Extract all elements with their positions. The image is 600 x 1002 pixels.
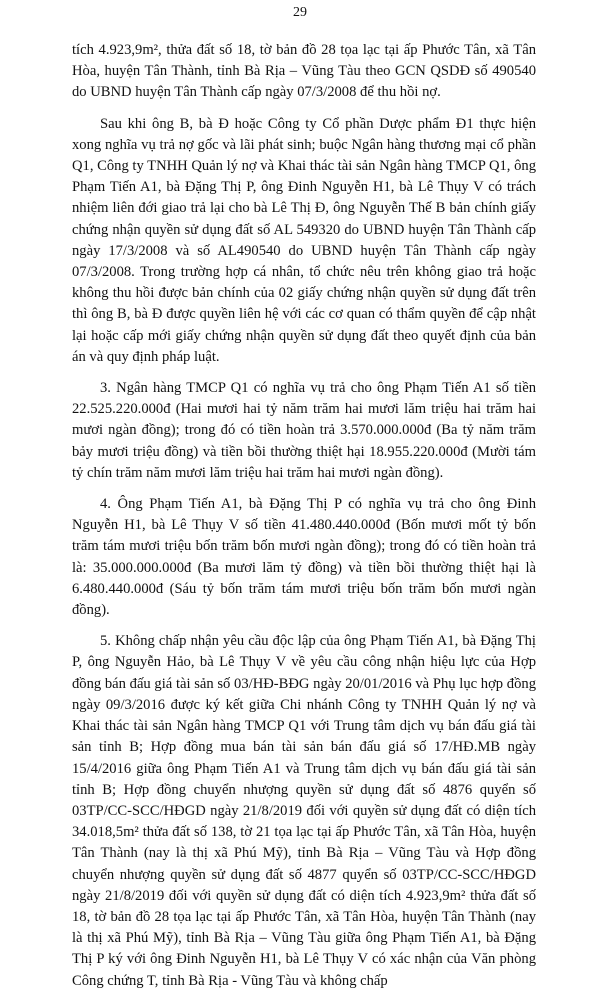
page-number: 29 [293,5,307,20]
document-body [72,40,536,1002]
paragraph-item-4: 4. Ông Phạm Tiến A1, bà Đặng Thị P có nghĩa vụ trả cho ông Đinh Nguyễn H1, bà Lê Thụy V số tiền 41.480.440.000đ (Bốn mươi mốt tỷ bốn trăm tám mươi triệu bốn trăm bốn mươi ngàn đồng); trong đó có tiền hoàn trả là: 35.000.000.000đ (Ba mươi lăm tỷ đồng) và tiền bồi thường thiệt hại là 6.480.440.000đ (Sáu tỷ bốn trăm tám mươi triệu bốn trăm bốn mươi ngàn đồng). [72,496,536,619]
paragraph-return-certificates: Sau khi ông B, bà Đ hoặc Công ty Cổ phần Dược phẩm Đ1 thực hiện xong nghĩa vụ trả nợ gốc và lãi phát sinh; buộc Ngân hàng thương mại cổ phần Q1, Công ty TNHH Quản lý nợ và Khai thác tài sản Ngân hàng TMCP Q1, ông Phạm Tiến A1, bà Đặng Thị P, ông Đinh Nguyễn H1, bà Lê Thụy V có trách nhiệm liên đới giao trả lại cho bà Lê Thị Đ, ông Nguyễn Thế B bản chính giấy chứng nhận quyền sử dụng đất số AL 549320 do UBND huyện Tân Thành cấp ngày 17/3/2008 và số AL490540 do UBND huyện Tân Thành cấp ngày 07/3/2008. Trong trường hợp cá nhân, tổ chức nêu trên không giao trả hoặc không thu hồi được bản chính của 02 giấy chứng nhận quyền sử dụng đất trên thì ông B, bà Đ được quyền liên hệ với các cơ quan có thẩm quyền để cập nhật lại hoặc cấp mới giấy chứng nhận quyền sử dụng đất theo quyết định của bản án và quy định pháp luật. [72,115,536,365]
paragraph-item-5: 5. Không chấp nhận yêu cầu độc lập của ông Phạm Tiến A1, bà Đặng Thị P, ông Nguyễn Hảo, bà Lê Thụy V về yêu cầu công nhận hiệu lực của Hợp đồng bán đấu giá tài sản số 03/HĐ-BĐG ngày 20/01/2016 và Phụ lục hợp đồng ngày 09/3/2016 được ký kết giữa Chi nhánh Công ty TNHH Quản lý nợ và Khai thác tài sản Ngân hàng TMCP Q1 với Trung tâm dịch vụ bán đấu giá tài sản tỉnh B; Hợp đồng mua bán tài sản bán đấu giá số 17/HĐ.MB ngày 15/4/2016 giữa ông Phạm Tiến A1 và Trung tâm dịch vụ bán đấu giá tài sản tỉnh B; Hợp đồng chuyển nhượng quyền sử dụng đất số 4876 quyển số 03TP/CC-SCC/HĐGD ngày 21/8/2019 đối với quyền sử dụng đất có diện tích 34.018,5m² thửa đất số 138, tờ 21 tọa lạc tại ấp Phước Tân, xã Tân Hòa, huyện Tân Thành (nay là thị xã Phú Mỹ), tỉnh Bà Rịa – Vũng Tàu và Hợp đồng chuyển nhượng quyền sử dụng đất số 4877 quyển số 03TP/CC-SCC/HĐGD ngày 21/8/2019 đối với quyền sử dụng đất có diện tích 4.923,9m² thửa đất số 18, tờ bản đồ 28 tọa lạc tại ấp Phước Tân, xã Tân Hòa, huyện Tân Thành (nay là thị xã Phú Mỹ), tỉnh Bà Rịa – Vũng Tàu giữa ông Phạm Tiến A1, bà Đặng Thị P ký với ông Đinh Nguyễn H1, bà Lê Thụy V có xác nhận của Văn phòng Công chứng T, tỉnh Bà Rịa - Vũng Tàu và không chấp [72,633,536,989]
paragraph-continuation: tích 4.923,9m², thửa đất số 18, tờ bản đồ 28 tọa lạc tại ấp Phước Tân, xã Tân Hòa, huyện Tân Thành, tỉnh Bà Rịa – Vũng Tàu theo GCN QSDĐ số 490540 do UBND huyện Tân Thành cấp ngày 07/3/2008 để thu hồi nợ. [72,42,536,101]
paragraph-item-3: 3. Ngân hàng TMCP Q1 có nghĩa vụ trả cho ông Phạm Tiến A1 số tiền 22.525.220.000đ (Hai mươi hai tỷ năm trăm hai mươi lăm triệu hai trăm hai mươi ngàn đồng); trong đó có tiền hoàn trả 3.570.000.000đ (Ba tỷ năm trăm bảy mươi triệu đồng) và tiền bồi thường thiệt hại 18.955.220.000đ (Mười tám tỷ chín trăm năm mươi lăm triệu hai trăm hai mươi ngàn đồng). [72,380,536,481]
